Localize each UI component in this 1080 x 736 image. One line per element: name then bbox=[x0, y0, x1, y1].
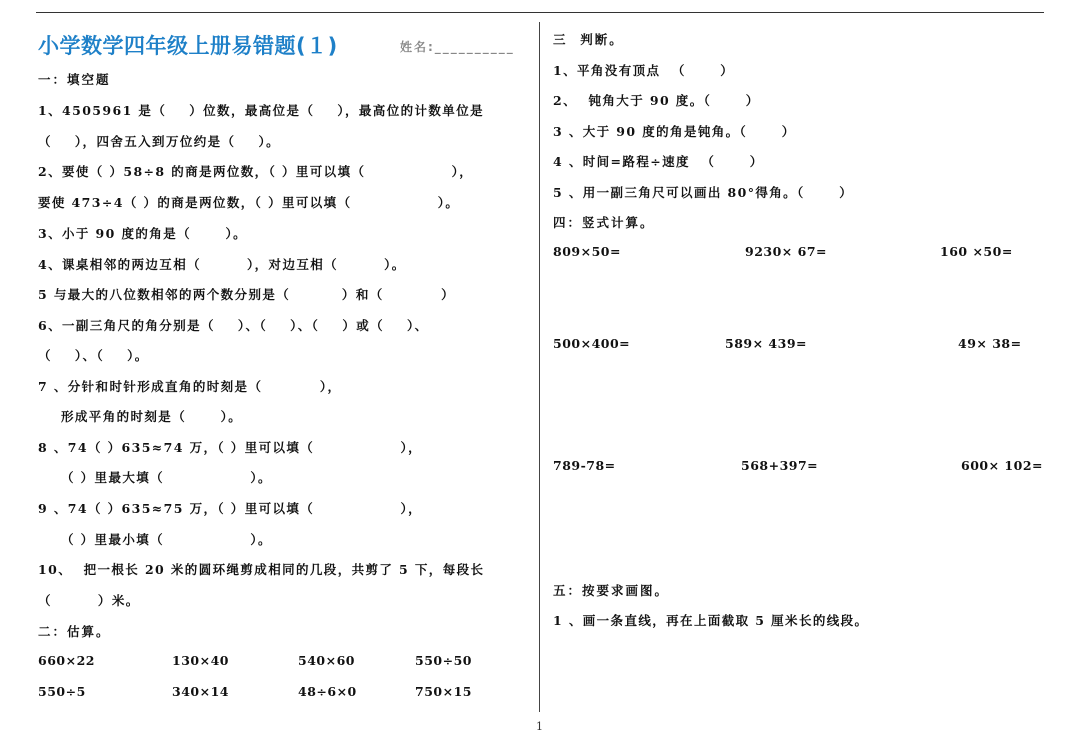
calc-item: 789-78= bbox=[553, 458, 616, 473]
estimation-item: 540×60 bbox=[298, 653, 355, 668]
estimation-item: 340×14 bbox=[172, 684, 229, 699]
judgement-line: 4 、时间=路程÷速度 （ ） bbox=[553, 154, 764, 169]
judgement-line: 5 、用一副三角尺可以画出 80°得角。（ ） bbox=[553, 185, 854, 200]
calc-item: 49× 38= bbox=[958, 336, 1022, 351]
question-line: 7 、分针和时针形成直角的时刻是（ ）， bbox=[38, 379, 342, 394]
estimation-item: 130×40 bbox=[172, 653, 229, 668]
calc-item: 568+397= bbox=[741, 458, 819, 473]
question-line: 8 、74（ ）635≈74 万，（ ）里可以填（ ）， bbox=[38, 440, 423, 455]
question-line: 形成平角的时刻是（ ）。 bbox=[38, 409, 243, 424]
judgement-line: 3 、大于 90 度的角是钝角。（ ） bbox=[553, 124, 796, 139]
estimation-item: 750×15 bbox=[415, 684, 472, 699]
section-drawing-heading: 五：按要求画图。 bbox=[553, 583, 670, 598]
judgement-line: 2、 钝角大于 90 度。（ ） bbox=[553, 93, 760, 108]
question-line: 要使 473÷4（ ）的商是两位数，（ ）里可以填（ ）。 bbox=[38, 195, 460, 210]
section-judgement-heading: 三 判断。 bbox=[553, 32, 624, 47]
question-line: （ ），四舍五入到万位约是（ ）。 bbox=[38, 134, 281, 149]
page-number: 1 bbox=[536, 720, 543, 733]
judgement-line: 1、平角没有顶点 （ ） bbox=[553, 63, 735, 78]
question-line: 10、 把一根长 20 米的圆环绳剪成相同的几段，共剪了 5 下，每段长 bbox=[38, 562, 485, 577]
section-estimation-heading: 二：估算。 bbox=[38, 624, 111, 639]
calc-item: 500×400= bbox=[553, 336, 631, 351]
top-rule bbox=[36, 12, 1044, 13]
section-fill-blank-heading: 一：填空题 bbox=[38, 72, 111, 87]
section-vertical-calc-heading: 四：竖式计算。 bbox=[553, 215, 655, 230]
name-field-label: 姓名:__________ bbox=[400, 40, 515, 54]
worksheet-title: 小学数学四年级上册易错题(１) bbox=[38, 34, 338, 58]
calc-item: 160 ×50= bbox=[940, 244, 1013, 259]
calc-item: 589× 439= bbox=[725, 336, 807, 351]
question-line: （ ）、（ ）。 bbox=[38, 348, 149, 363]
question-line: （ ）里最大填（ ）。 bbox=[38, 470, 272, 485]
calc-item: 809×50= bbox=[553, 244, 621, 259]
question-line: 3、小于 90 度的角是（ ）。 bbox=[38, 226, 248, 241]
question-line: 5 与最大的八位数相邻的两个数分别是（ ）和（ ） bbox=[38, 287, 456, 302]
question-line: 2、要使（ ）58÷8 的商是两位数，（ ）里可以填（ ）， bbox=[38, 164, 474, 179]
estimation-item: 550÷5 bbox=[38, 684, 86, 699]
estimation-item: 48÷6×0 bbox=[298, 684, 357, 699]
question-line: （ ）米。 bbox=[38, 593, 140, 608]
question-line: 9 、74（ ）635≈75 万，（ ）里可以填（ ）， bbox=[38, 501, 423, 516]
question-line: 6、一副三角尺的角分别是（ ）、（ ）、（ ）或（ ）、 bbox=[38, 318, 429, 333]
question-line: （ ）里最小填（ ）。 bbox=[38, 532, 272, 547]
calc-item: 600× 102= bbox=[961, 458, 1043, 473]
calc-item: 9230× 67= bbox=[745, 244, 827, 259]
question-line: 4、课桌相邻的两边互相（ ），对边互相（ ）。 bbox=[38, 257, 406, 272]
drawing-task: 1 、画一条直线，再在上面截取 5 厘米长的线段。 bbox=[553, 613, 869, 628]
question-line: 1、4505961 是（ ）位数，最高位是（ ），最高位的计数单位是 bbox=[38, 103, 484, 118]
column-divider bbox=[539, 22, 540, 712]
estimation-item: 660×22 bbox=[38, 653, 95, 668]
estimation-item: 550÷50 bbox=[415, 653, 472, 668]
